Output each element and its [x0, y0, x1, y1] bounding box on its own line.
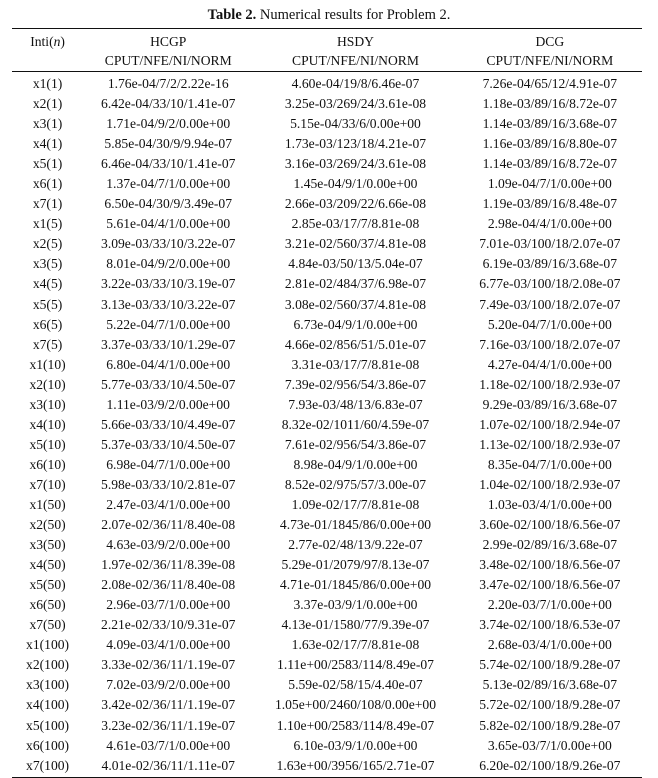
header-init-point: Inti(n) [12, 29, 83, 52]
table-row [12, 535, 642, 555]
table-row [12, 756, 642, 778]
cell-hsdy-result: 1.10e+00/2583/114/8.49e-07 [276, 717, 435, 733]
cell-init-point: x4(10) [29, 416, 66, 432]
cell-dcg-result: 1.03e-03/4/1/0.00e+00 [487, 496, 612, 512]
table-row [12, 736, 642, 756]
table-row [12, 655, 642, 675]
cell-hsdy-result: 3.37e-03/9/1/0.00e+00 [293, 597, 418, 613]
cell-hcgp-result: 4.63e-03/9/2/0.00e+00 [106, 537, 231, 553]
table-row [12, 134, 642, 154]
table-row [12, 716, 642, 736]
cell-dcg-result: 3.60e-02/100/18/6.56e-07 [479, 517, 621, 533]
cell-dcg-result: 5.82e-02/100/18/9.28e-07 [479, 717, 621, 733]
header-method-hcgp: HCGP [83, 29, 253, 52]
cell-hcgp-result: 1.76e-04/7/2/2.22e-16 [107, 76, 229, 91]
header-method-hsdy: HSDY [253, 29, 457, 52]
cell-hsdy-result: 3.16e-03/269/24/3.61e-08 [284, 156, 427, 172]
cell-hsdy-result: 4.84e-03/50/13/5.04e-07 [288, 256, 423, 272]
table-caption [0, 6, 658, 24]
table-row [12, 695, 642, 715]
cell-hsdy-result: 1.11e+00/2583/114/8.49e-07 [277, 657, 434, 673]
cell-init-point: x6(10) [29, 456, 66, 472]
cell-hsdy-result: 4.60e-04/19/8/6.46e-07 [291, 76, 420, 91]
cell-init-point: x3(5) [32, 256, 63, 272]
cell-hsdy-result: 6.10e-03/9/1/0.00e+00 [293, 737, 418, 753]
cell-init-point: x6(5) [32, 316, 63, 332]
cell-hcgp-result: 5.98e-03/33/10/2.81e-07 [101, 476, 236, 492]
cell-dcg-result: 5.72e-02/100/18/9.28e-07 [479, 697, 621, 713]
table-row [12, 114, 642, 134]
cell-hsdy-result: 7.39e-02/956/54/3.86e-07 [284, 376, 427, 392]
cell-dcg-result: 5.20e-04/7/1/0.00e+00 [487, 316, 612, 332]
cell-hcgp-result: 2.07e-02/36/11/8.40e-08 [101, 517, 236, 533]
cell-hsdy-result: 6.73e-04/9/1/0.00e+00 [293, 316, 418, 332]
table-row [12, 335, 642, 355]
cell-dcg-result: 9.29e-03/89/16/3.68e-07 [482, 396, 618, 412]
cell-init-point: x6(100) [26, 737, 70, 753]
cell-init-point: x3(10) [29, 396, 66, 412]
cell-hsdy-result: 4.73e-01/1845/86/0.00e+00 [279, 517, 432, 533]
table-row [12, 274, 642, 294]
cell-hsdy-result: 7.93e-03/48/13/6.83e-07 [288, 396, 423, 412]
table-row [12, 635, 642, 655]
cell-hsdy-result: 3.08e-02/560/37/4.81e-08 [284, 296, 427, 312]
cell-hsdy-result: 5.59e-02/58/15/4.40e-07 [288, 677, 423, 693]
cell-hsdy-result: 1.63e+00/3956/165/2.71e-07 [253, 756, 457, 778]
table-row [12, 515, 642, 535]
cell-init-point: x4(5) [32, 276, 63, 292]
table-row [12, 475, 642, 495]
cell-hsdy-result: 2.81e-02/484/37/6.98e-07 [284, 276, 427, 292]
cell-dcg-result: 1.13e-02/100/18/2.93e-07 [479, 436, 621, 452]
cell-hcgp-result: 3.42e-02/36/11/1.19e-07 [101, 697, 236, 713]
table-row [12, 315, 642, 335]
cell-hcgp-result: 7.02e-03/9/2/0.00e+00 [106, 677, 231, 693]
cell-init-point: x7(10) [29, 476, 66, 492]
cell-hcgp-result: 3.22e-03/33/10/3.19e-07 [101, 276, 236, 292]
cell-dcg-result: 4.27e-04/4/1/0.00e+00 [487, 356, 612, 372]
cell-hcgp-result: 3.13e-03/33/10/3.22e-07 [101, 296, 236, 312]
cell-init-point: x4(50) [29, 557, 66, 573]
cell-dcg-result: 5.74e-02/100/18/9.28e-07 [479, 657, 621, 673]
cell-hcgp-result: 2.21e-02/33/10/9.31e-07 [101, 617, 236, 633]
cell-dcg-result: 6.77e-03/100/18/2.08e-07 [479, 276, 621, 292]
cell-hcgp-result: 2.96e-03/7/1/0.00e+00 [106, 597, 231, 613]
cell-hsdy-result: 1.09e-02/17/7/8.81e-08 [291, 496, 420, 512]
cell-dcg-result: 6.19e-03/89/16/3.68e-07 [482, 256, 618, 272]
table-row [12, 395, 642, 415]
cell-hcgp-result: 6.50e-04/30/9/3.49e-07 [104, 196, 233, 212]
cell-init-point: x4(100) [26, 697, 70, 713]
cell-init-point: x7(50) [29, 617, 66, 633]
cell-hcgp-result: 2.47e-03/4/1/0.00e+00 [106, 496, 231, 512]
cell-init-point: x7(5) [32, 336, 63, 352]
cell-dcg-result: 1.19e-03/89/16/8.48e-07 [482, 196, 618, 212]
cell-dcg-result: 3.74e-02/100/18/6.53e-07 [479, 617, 621, 633]
cell-dcg-result: 1.14e-03/89/16/8.72e-07 [482, 156, 618, 172]
cell-hsdy-result: 3.25e-03/269/24/3.61e-08 [284, 96, 427, 112]
table-row [12, 254, 642, 274]
table-title: Numerical results for Problem 2. [256, 7, 451, 23]
cell-init-point: x1(10) [29, 356, 66, 372]
cell-hsdy-result: 4.13e-01/1580/77/9.39e-07 [281, 617, 430, 633]
cell-init-point: x3(100) [26, 677, 70, 693]
cell-hcgp-result: 5.37e-03/33/10/4.50e-07 [101, 436, 236, 452]
cell-hcgp-result: 6.80e-04/4/1/0.00e+00 [106, 356, 231, 372]
cell-init-point: x7(1) [32, 196, 63, 212]
table-row [12, 375, 642, 395]
table-row [12, 615, 642, 635]
table-row [12, 595, 642, 615]
cell-hcgp-result: 4.61e-03/7/1/0.00e+00 [106, 737, 231, 753]
table-row [12, 415, 642, 435]
table-row [12, 675, 642, 695]
table-row [12, 72, 642, 95]
cell-init-point: x1(50) [29, 496, 66, 512]
cell-hcgp-result: 5.66e-03/33/10/4.49e-07 [101, 416, 236, 432]
table-body [12, 72, 642, 778]
cell-hcgp-result: 5.77e-03/33/10/4.50e-07 [101, 376, 236, 392]
header-metric-hsdy: CPUT/NFE/NI/NORM [253, 51, 457, 72]
cell-init-point: x6(1) [32, 176, 63, 192]
header-row-methods [12, 29, 642, 52]
cell-hsdy-result: 3.21e-02/560/37/4.81e-08 [284, 236, 427, 252]
cell-dcg-result: 7.26e-04/65/12/4.91e-07 [482, 76, 618, 91]
table-row [12, 174, 642, 194]
table-row [12, 355, 642, 375]
cell-hsdy-result: 8.98e-04/9/1/0.00e+00 [293, 456, 418, 472]
cell-dcg-result: 3.48e-02/100/18/6.56e-07 [479, 557, 621, 573]
cell-init-point: x5(50) [29, 577, 66, 593]
cell-init-point: x5(1) [32, 156, 63, 172]
cell-hcgp-result: 5.85e-04/30/9/9.94e-07 [104, 136, 233, 152]
results-table [12, 28, 642, 778]
table-header [12, 29, 642, 72]
cell-hcgp-result: 8.01e-04/9/2/0.00e+00 [106, 256, 231, 272]
cell-dcg-result: 1.09e-04/7/1/0.00e+00 [487, 176, 612, 192]
cell-hsdy-result: 1.63e-02/17/7/8.81e-08 [291, 637, 420, 653]
table-row [12, 94, 642, 114]
cell-hsdy-result: 2.85e-03/17/7/8.81e-08 [291, 216, 420, 232]
cell-hcgp-result: 1.97e-02/36/11/8.39e-08 [101, 557, 236, 573]
cell-hsdy-result: 4.66e-02/856/51/5.01e-07 [284, 336, 427, 352]
cell-init-point: x2(5) [32, 236, 63, 252]
cell-dcg-result: 6.20e-02/100/18/9.26e-07 [458, 756, 642, 778]
cell-dcg-result: 7.16e-03/100/18/2.07e-07 [479, 336, 621, 352]
cell-init-point: x2(10) [29, 376, 66, 392]
table-row [12, 435, 642, 455]
cell-dcg-result: 1.16e-03/89/16/8.80e-07 [482, 136, 618, 152]
cell-hcgp-result: 3.23e-02/36/11/1.19e-07 [101, 717, 236, 733]
cell-hcgp-result: 1.71e-04/9/2/0.00e+00 [106, 116, 231, 132]
cell-hcgp-result: 4.01e-02/36/11/1.11e-07 [83, 756, 253, 778]
cell-hcgp-result: 6.98e-04/7/1/0.00e+00 [106, 456, 231, 472]
cell-hcgp-result: 3.37e-03/33/10/1.29e-07 [101, 336, 236, 352]
cell-dcg-result: 2.98e-04/4/1/0.00e+00 [487, 216, 612, 232]
cell-dcg-result: 1.07e-02/100/18/2.94e-07 [479, 416, 621, 432]
cell-dcg-result: 3.65e-03/7/1/0.00e+00 [487, 737, 612, 753]
cell-hsdy-result: 1.73e-03/123/18/4.21e-07 [284, 136, 427, 152]
cell-hcgp-result: 3.09e-03/33/10/3.22e-07 [101, 236, 236, 252]
cell-dcg-result: 3.47e-02/100/18/6.56e-07 [479, 577, 621, 593]
header-metric-dcg: CPUT/NFE/NI/NORM [458, 51, 642, 72]
table-row [12, 495, 642, 515]
header-metric-hcgp: CPUT/NFE/NI/NORM [83, 51, 253, 72]
cell-init-point: x1(100) [26, 637, 70, 653]
cell-init-point: x6(50) [29, 597, 66, 613]
table-row [12, 214, 642, 234]
cell-dcg-result: 1.14e-03/89/16/3.68e-07 [482, 116, 618, 132]
cell-hcgp-result: 3.33e-02/36/11/1.19e-07 [101, 657, 236, 673]
table-label: Table 2. [207, 7, 257, 23]
table-row [12, 295, 642, 315]
cell-dcg-result: 7.49e-03/100/18/2.07e-07 [479, 296, 621, 312]
cell-init-point: x4(1) [32, 136, 63, 152]
cell-hcgp-result: 1.37e-04/7/1/0.00e+00 [106, 176, 231, 192]
cell-hsdy-result: 7.61e-02/956/54/3.86e-07 [284, 436, 427, 452]
header-blank [12, 51, 83, 72]
cell-dcg-result: 5.13e-02/89/16/3.68e-07 [482, 677, 618, 693]
cell-init-point: x5(5) [32, 296, 63, 312]
cell-hcgp-result: 5.61e-04/4/1/0.00e+00 [106, 216, 231, 232]
cell-hsdy-result: 8.52e-02/975/57/3.00e-07 [284, 476, 427, 492]
cell-hsdy-result: 5.15e-04/33/6/0.00e+00 [290, 116, 421, 132]
cell-init-point: x3(50) [29, 537, 66, 553]
cell-hsdy-result: 1.45e-04/9/1/0.00e+00 [293, 176, 418, 192]
cell-dcg-result: 2.68e-03/4/1/0.00e+00 [487, 637, 612, 653]
cell-hcgp-result: 2.08e-02/36/11/8.40e-08 [101, 577, 236, 593]
table-row [12, 154, 642, 174]
cell-init-point: x5(100) [26, 717, 70, 733]
cell-init-point: x1(5) [32, 216, 63, 232]
header-method-dcg: DCG [458, 29, 642, 52]
cell-init-point: x5(10) [29, 436, 66, 452]
cell-hcgp-result: 4.09e-03/4/1/0.00e+00 [106, 637, 231, 653]
cell-hsdy-result: 2.66e-03/209/22/6.66e-08 [284, 196, 427, 212]
cell-init-point: x7(100) [12, 756, 83, 778]
cell-hsdy-result: 3.31e-03/17/7/8.81e-08 [291, 356, 420, 372]
table-row [12, 555, 642, 575]
cell-init-point: x2(50) [29, 517, 66, 533]
cell-hsdy-result: 5.29e-01/2079/97/8.13e-07 [281, 557, 430, 573]
cell-hsdy-result: 8.32e-02/1011/60/4.59e-07 [281, 416, 430, 432]
cell-dcg-result: 2.99e-02/89/16/3.68e-07 [482, 537, 618, 553]
cell-dcg-result: 1.18e-02/100/18/2.93e-07 [479, 376, 621, 392]
cell-hsdy-result: 4.71e-01/1845/86/0.00e+00 [279, 577, 432, 593]
cell-dcg-result: 1.18e-03/89/16/8.72e-07 [482, 96, 618, 112]
cell-hcgp-result: 6.42e-04/33/10/1.41e-07 [101, 96, 236, 112]
cell-hsdy-result: 1.05e+00/2460/108/0.00e+00 [274, 697, 437, 713]
table-row [12, 194, 642, 214]
table-row [12, 455, 642, 475]
cell-dcg-result: 2.20e-03/7/1/0.00e+00 [487, 597, 612, 613]
cell-hcgp-result: 5.22e-04/7/1/0.00e+00 [106, 316, 231, 332]
cell-hsdy-result: 2.77e-02/48/13/9.22e-07 [288, 537, 423, 553]
cell-dcg-result: 1.04e-02/100/18/2.93e-07 [479, 476, 621, 492]
table-row [12, 234, 642, 254]
cell-dcg-result: 8.35e-04/7/1/0.00e+00 [487, 456, 612, 472]
cell-init-point: x1(1) [32, 76, 63, 91]
cell-init-point: x2(1) [32, 96, 63, 112]
cell-init-point: x2(100) [26, 657, 70, 673]
cell-hcgp-result: 6.46e-04/33/10/1.41e-07 [101, 156, 236, 172]
cell-dcg-result: 7.01e-03/100/18/2.07e-07 [479, 236, 621, 252]
table-row [12, 575, 642, 595]
cell-init-point: x3(1) [32, 116, 63, 132]
cell-hcgp-result: 1.11e-03/9/2/0.00e+00 [106, 396, 230, 412]
header-row-metrics [12, 51, 642, 72]
